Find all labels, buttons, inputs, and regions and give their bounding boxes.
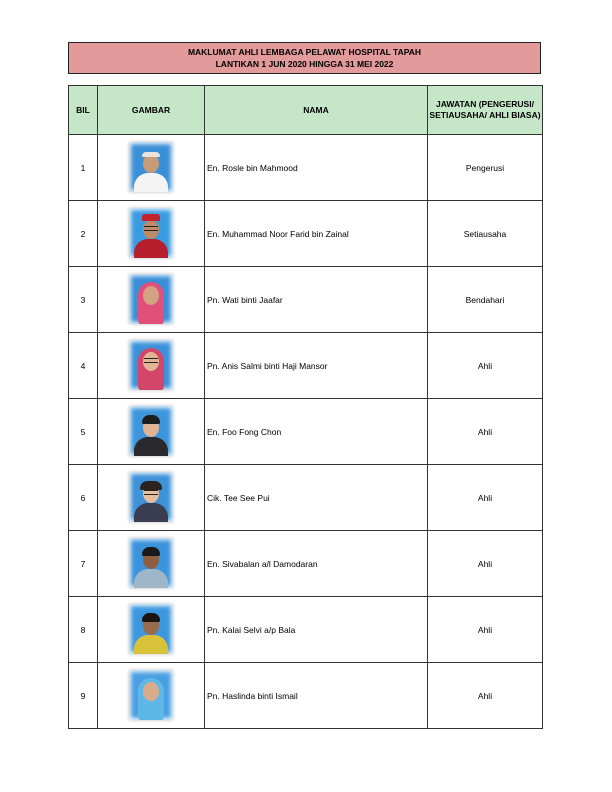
row-number: 7 (69, 531, 98, 597)
row-number: 6 (69, 465, 98, 531)
table-row (69, 399, 543, 465)
portrait-photo (129, 406, 173, 456)
table-row (69, 135, 543, 201)
table-row (69, 663, 543, 729)
member-name: En. Muhammad Noor Farid bin Zainal (205, 201, 428, 267)
member-position: Pengerusi (428, 135, 543, 201)
row-number: 4 (69, 333, 98, 399)
member-name: En. Sivabalan a/l Damodaran (205, 531, 428, 597)
column-header-bil: BIL (69, 86, 98, 135)
member-name: Pn. Anis Salmi binti Haji Mansor (205, 333, 428, 399)
member-position: Ahli (428, 465, 543, 531)
member-position: Ahli (428, 531, 543, 597)
member-position: Ahli (428, 399, 543, 465)
title-line-1: MAKLUMAT AHLI LEMBAGA PELAWAT HOSPITAL TAPAH (187, 47, 422, 57)
column-header-nama: NAMA (205, 86, 428, 135)
member-name: Pn. Wati binti Jaafar (205, 267, 428, 333)
table-row (69, 201, 543, 267)
portrait-photo (129, 142, 173, 192)
member-name: Pn. Kalai Selvi a/p Bala (205, 597, 428, 663)
column-header-jawatan: JAWATAN (PENGERUSI/ SETIAUSAHA/ AHLI BIASA) (428, 86, 543, 135)
members-table (68, 85, 543, 729)
table-row (69, 465, 543, 531)
member-position: Ahli (428, 333, 543, 399)
row-number: 8 (69, 597, 98, 663)
row-number: 3 (69, 267, 98, 333)
portrait-photo (129, 340, 173, 390)
row-number: 2 (69, 201, 98, 267)
table-row (69, 597, 543, 663)
row-number: 5 (69, 399, 98, 465)
portrait-photo (129, 670, 173, 720)
member-position: Ahli (428, 663, 543, 729)
document-title (68, 42, 541, 74)
table-row (69, 333, 543, 399)
title-line-2: LANTIKAN 1 JUN 2020 HINGGA 31 MEI 2022 (215, 59, 394, 69)
table-row (69, 267, 543, 333)
portrait-photo (129, 472, 173, 522)
member-name: Cik. Tee See Pui (205, 465, 428, 531)
portrait-photo (129, 604, 173, 654)
column-header-gambar: GAMBAR (98, 86, 205, 135)
row-number: 1 (69, 135, 98, 201)
member-position: Ahli (428, 597, 543, 663)
table-header-row (69, 86, 543, 135)
portrait-photo (129, 208, 173, 258)
member-position: Setiausaha (428, 201, 543, 267)
member-name: En. Foo Fong Chon (205, 399, 428, 465)
member-name: Pn. Haslinda binti Ismail (205, 663, 428, 729)
member-position: Bendahari (428, 267, 543, 333)
portrait-photo (129, 274, 173, 324)
member-name: En. Rosle bin Mahmood (205, 135, 428, 201)
portrait-photo (129, 538, 173, 588)
row-number: 9 (69, 663, 98, 729)
table-row (69, 531, 543, 597)
